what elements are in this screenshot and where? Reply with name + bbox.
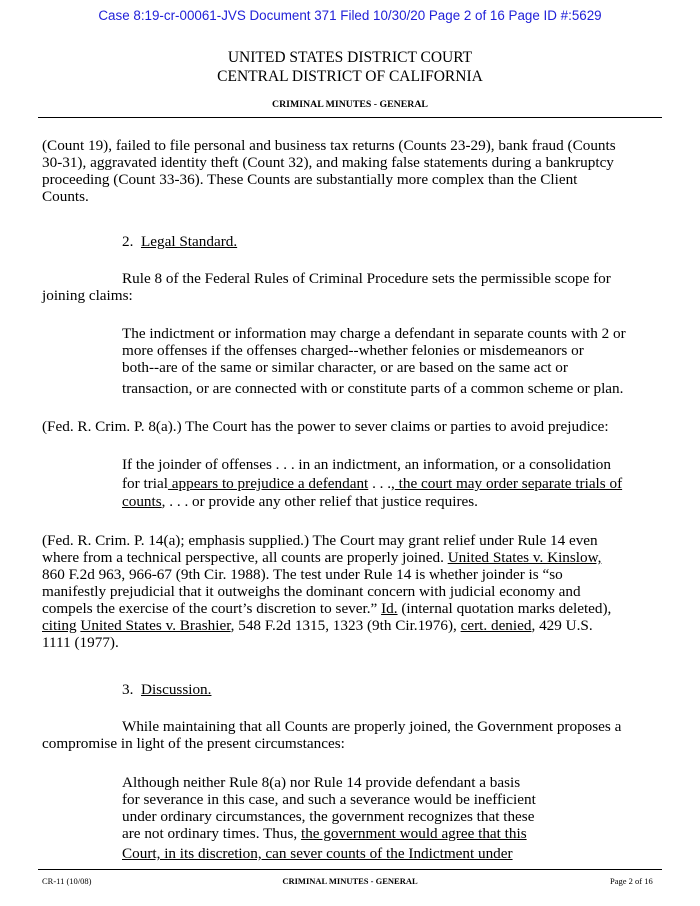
paragraph-line: manifestly prejudicial that it outweighs the dominant concern with judicial economy and [42, 583, 581, 600]
signal-citing: citing [42, 617, 77, 634]
quote-line [122, 475, 622, 492]
paragraph-line: (Fed. R. Crim. P. 8(a).) The Court has the power to sever claims or parties to avoid prejudice: [42, 418, 609, 435]
signal-cert-denied: cert. denied [460, 617, 532, 634]
text-run: for trial [122, 475, 168, 492]
heading-number: 2. [122, 233, 134, 250]
case-header-stamp: Case 8:19-cr-00061-JVS Document 371 Filed 10/30/20 Page 2 of 16 Page ID #:5629 [98, 8, 602, 23]
paragraph-line: compromise in light of the present circumstances: [42, 735, 345, 752]
heading-title: Legal Standard. [140, 233, 238, 250]
heading-title: Discussion. [140, 681, 212, 698]
text-run: . . ., [368, 475, 395, 492]
case-citation: United States v. Brashier [80, 617, 231, 634]
header-rule [38, 117, 662, 118]
paragraph-line: proceeding (Count 33-36). These Counts are substantially more complex than the Client [42, 171, 578, 188]
section-heading [122, 681, 211, 698]
paragraph-line: While maintaining that all Counts are properly joined, the Government proposes a [122, 718, 622, 735]
paragraph-line: (Fed. R. Crim. P. 14(a); emphasis supplied.) The Court may grant relief under Rule 14 even [42, 532, 598, 549]
court-name: UNITED STATES DISTRICT COURT [227, 49, 473, 66]
heading-number: 3. [122, 681, 134, 698]
case-citation: United States v. Kinslow, [447, 549, 602, 566]
quote-line: under ordinary circumstances, the government recognizes that these [122, 808, 535, 825]
section-heading [122, 233, 237, 250]
minutes-title: CRIMINAL MINUTES - GENERAL [272, 99, 428, 110]
footer-page-number: Page 2 of 16 [610, 876, 653, 886]
paragraph-line: 860 F.2d 963, 966-67 (9th Cir. 1988). The test under Rule 14 is whether joinder is “so [42, 566, 563, 583]
case-citation: Id. [381, 600, 398, 617]
paragraph-line [42, 617, 593, 634]
emphasis-run: the court may order separate trials of [394, 475, 623, 492]
text-run: where from a technical perspective, all counts are properly joined. [42, 549, 448, 566]
quote-line: for severance in this case, and such a severance would be inefficient [122, 791, 536, 808]
quote-line: transaction, or are connected with or constitute parts of a common scheme or plan. [122, 380, 624, 397]
quote-line: both--are of the same or similar character, or are based on the same act or [122, 359, 568, 376]
paragraph-line: 1111 (1977). [42, 634, 119, 651]
quote-line [122, 825, 527, 842]
emphasis-run: the government would agree that this [300, 825, 527, 842]
paragraph-line: Rule 8 of the Federal Rules of Criminal Procedure sets the permissible scope for [122, 270, 611, 287]
text-run: , 548 F.2d 1315, 1323 (9th Cir.1976), [230, 617, 461, 634]
quote-line: Although neither Rule 8(a) nor Rule 14 provide defendant a basis [122, 774, 521, 791]
quote-line: If the joinder of offenses . . . in an indictment, an information, or a consolidation [122, 456, 611, 473]
footer-form-number: CR-11 (10/08) [42, 876, 92, 886]
emphasis-run: appears to prejudice a defendant [167, 475, 369, 492]
quote-line [122, 493, 478, 510]
text-run: , . . . or provide any other relief that justice requires. [161, 493, 478, 510]
quote-line: The indictment or information may charge a defendant in separate counts with 2 or [122, 325, 626, 342]
footer-rule [38, 869, 662, 870]
footer-title: CRIMINAL MINUTES - GENERAL [282, 876, 418, 886]
text-run: compels the exercise of the court’s discretion to sever.” [42, 600, 382, 617]
quote-line: more offenses if the offenses charged--whether felonies or misdemeanors or [122, 342, 584, 359]
paragraph-line: 30-31), aggravated identity theft (Count 32), and making false statements during a bankruptcy [42, 154, 614, 171]
paragraph-line: joining claims: [42, 287, 133, 304]
text-run: (internal quotation marks deleted), [397, 600, 612, 617]
court-district: CENTRAL DISTRICT OF CALIFORNIA [217, 68, 483, 85]
emphasis-run: counts [122, 493, 162, 510]
emphasis-run: Court, in its discretion, can sever counts of the Indictment under [122, 845, 513, 862]
paragraph-line [42, 549, 601, 566]
paragraph-line: (Count 19), failed to file personal and business tax returns (Counts 23-29), bank fraud (Counts [42, 137, 616, 154]
text-run: are not ordinary times. Thus, [122, 825, 301, 842]
paragraph-line: Counts. [42, 188, 89, 205]
quote-line [122, 845, 513, 862]
paragraph-line [42, 600, 611, 617]
text-run: , 429 U.S. [531, 617, 593, 634]
